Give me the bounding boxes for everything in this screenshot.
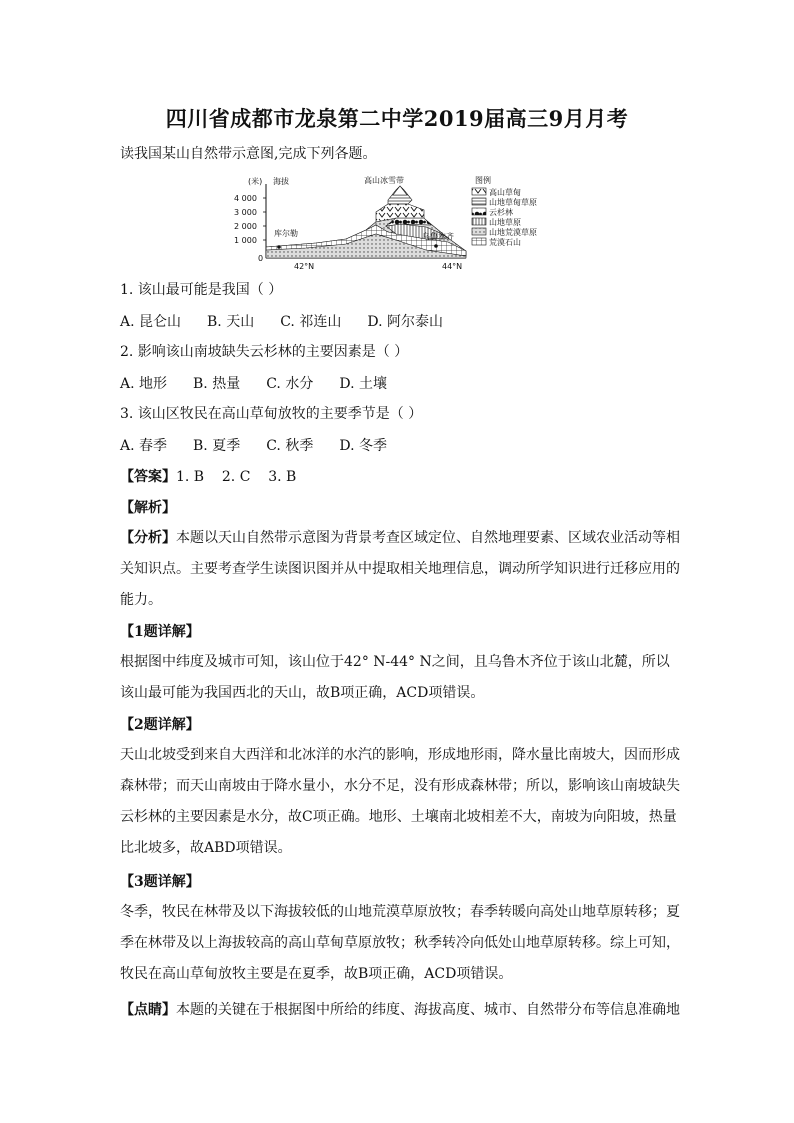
option-b: B. 热量 (193, 376, 241, 392)
mountain-zone-figure (226, 170, 566, 272)
option-d: D. 冬季 (339, 438, 387, 454)
legend-item: 荒漠石山 (489, 238, 521, 247)
option-a: A. 地形 (120, 376, 168, 392)
detail-3-heading: 【3题详解】 (120, 874, 200, 890)
snow-zone-label: 高山冰雪带 (364, 176, 404, 185)
option-b: B. 天山 (207, 314, 255, 330)
legend-item: 山地荒漠草原 (489, 228, 537, 237)
answer-label: 【答案】 (120, 469, 176, 485)
y-axis-title: 海拔 (273, 177, 289, 186)
option-a: A. 昆仑山 (120, 314, 182, 330)
analysis-text: 本题以天山自然带示意图为背景考查区域定位、自然地理要素、区域农业活动等相关知识点。主要考查学生读图识图并从中提取相关地理信息，调动所学知识进行迁移应用的能力。 (120, 530, 680, 608)
question-2-options (120, 373, 413, 393)
tip-text: 本题的关键在于根据图中所给的纬度、海拔高度、城市、自然带分布等信息准确地 (176, 1002, 680, 1018)
legend-item: 高山草甸 (489, 188, 521, 197)
latitude-right: 44°N (442, 262, 463, 271)
question-3-options (120, 435, 413, 455)
analysis-heading: 【解析】 (120, 500, 176, 516)
option-c: C. 祁连山 (280, 314, 342, 330)
option-c: C. 水分 (266, 376, 314, 392)
legend-item: 山地草原 (489, 218, 521, 227)
tip-label: 【点睛】 (120, 1002, 176, 1018)
page-title: 四川省成都市龙泉第二中学2019届高三9月月考 (165, 106, 629, 131)
detail-2-heading: 【2题详解】 (120, 717, 200, 733)
latitude-left: 42°N (294, 262, 315, 271)
option-c: C. 秋季 (266, 438, 314, 454)
y-tick: 4 000 (234, 194, 257, 203)
question-2-stem: 2. 影响该山南坡缺失云杉林的主要因素是（ ） (120, 344, 409, 360)
legend-item: 云杉林 (489, 208, 513, 217)
detail-3-text: 冬季，牧民在林带及以下海拔较低的山地荒漠草原放牧；春季转暖向高处山地草原转移；夏季在林带及以上海拔较高的高山草甸草原放牧；秋季转冷向低处山地草原转移。综上可知，牧民在高山草甸放牧主要是在夏季，故B项正确，ACD项错误。 (120, 904, 680, 982)
answer-line (120, 467, 680, 487)
answer-text: 1. B 2. C 3. B (176, 469, 297, 485)
tip-paragraph (120, 995, 680, 1026)
detail-1-heading: 【1题详解】 (120, 624, 200, 640)
option-d: D. 阿尔泰山 (367, 314, 443, 330)
detail-1-text: 根据图中纬度及城市可知，该山位于42° N-44° N之间，且乌鲁木齐位于该山北麓，所以该山最可能为我国西北的天山，故B项正确，ACD项错误。 (120, 654, 670, 701)
option-b: B. 夏季 (193, 438, 241, 454)
y-tick: 2 000 (234, 222, 257, 231)
question-1-stem: 1. 该山最可能是我国（ ） (120, 282, 283, 298)
option-a: A. 春季 (120, 438, 168, 454)
city-korla-label: 库尔勒 (274, 229, 298, 238)
analysis-paragraph (120, 523, 680, 616)
legend-item: 山地草甸草原 (489, 198, 537, 207)
y-tick: 1 000 (234, 236, 257, 245)
question-1-options (120, 311, 469, 331)
y-unit: (米) (248, 177, 263, 186)
y-tick: 3 000 (234, 208, 257, 217)
city-urumqi-label: 乌鲁木齐 (422, 232, 454, 241)
analysis-label: 【分析】 (120, 530, 176, 546)
option-d: D. 土壤 (339, 376, 387, 392)
legend-title: 图例 (475, 176, 491, 185)
y-tick: 0 (258, 254, 264, 263)
question-3-stem: 3. 该山区牧民在高山草甸放牧的主要季节是（ ） (120, 406, 423, 422)
intro-text: 读我国某山自然带示意图,完成下列各题。 (120, 146, 377, 162)
detail-2-text: 天山北坡受到来自大西洋和北冰洋的水汽的影响，形成地形雨，降水量比南坡大，因而形成森林带；而天山南坡由于降水量小，水分不足，没有形成森林带；所以，影响该山南坡缺失云杉林的主要因素是水分，故C项正确。地形、土壤南北坡相差不大，南坡为向阳坡，热量比北坡多，故ABD项错误。 (120, 747, 680, 856)
